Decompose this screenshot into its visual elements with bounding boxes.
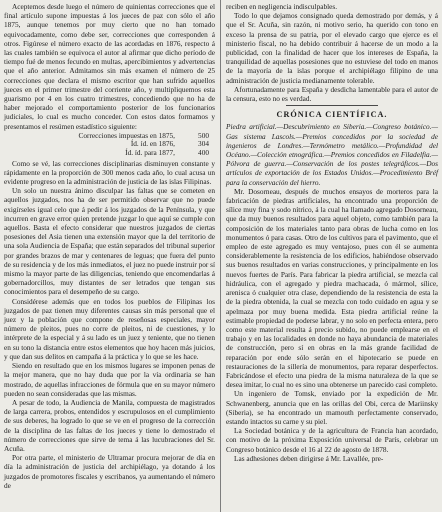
left-column	[4, 2, 215, 490]
section-heading: CRÓNICA CIENTÍFICA.	[276, 110, 388, 120]
paragraph-circumstances: Un solo un nuestra ánimo disculpar las faltas que se cometen en aquellos juzgados, nos ha de ser permitido observar que no puede exigírseles igual celo que á pedir á los juzgados de la Península, y que incurren en grave error quien pretende juzgar lo que aquí se cumple con aquellos. Basta el efecto considerar que nuestros juzgados de ciertas posesiones del Asia tienen una extensión mayor que la del territorio de una sola Audiencia de España; que están separados del tribunal superior por grandes brazos de mar y centenares de leguas; que fuera del punto de su residencia y de los más inmediatos, el juez no puede instruir por sí mismo la mayor parte de las diligencias, teniendo que encomendarlas á gobernadorcillos, muy distantes de ser letrados que tengan sus conocimientos para el desempeño de su cargo.	[4, 186, 215, 297]
table-row	[4, 149, 215, 158]
paragraph-penalties: Siendo en resultado que en los mismos lugares se imponen penas de la mejor manera, que no hay duda que por la vía ordinaria se han mostrado, de aquellas infracciones de fórmula que en su mayor número pueden no sean consideradas que las mismas.	[4, 361, 215, 398]
paragraph-siberia: Un ingeniero de Tomsk, enviado por la expedición de Mr. Schwanenberg, anuncia que en las orillas del Obi, cerca de Mariinsky (Siberia), se ha encontrado un mamouth perfectamente conservado, estando intactos su carne y su piel.	[226, 389, 438, 426]
table-row-value: 304	[198, 139, 209, 149]
table-row	[4, 132, 215, 141]
paragraph-continuation: reciben en negligencia indisculpables.	[226, 2, 338, 11]
paragraph-closing: Afortunadamente para España y desdicha lamentable para el autor de la censura, esto no es verdad.	[226, 84, 438, 104]
column-divider	[220, 0, 221, 512]
right-column	[226, 2, 438, 463]
paragraph-audiencia: A pesar de todo, la Audiencia de Manila, compuesta de magistrados de larga carrera, probos, entendidos y escrupulosos en el cumplimiento de sus deberes, ha logrado lo que se ve en el progreso de la corrección de la disciplina de las faltas de los jueces y tiene lo demostrado el número de correcciones que sirve de tema á las lucubraciones del Sr. Acuña.	[4, 397, 215, 453]
paragraph-adhesions: Las adhesiones deben dirigirse á Mr. Lavallée, pre-	[234, 453, 384, 463]
table-row-value: 400	[198, 148, 209, 158]
section-summary: Piedra artificial.—Descubrimiento en Siberia.—Congreso botánico.—Gas sistema Lascols.—Premios concedidos por la sociedad de ingenieros de Londres.—Termómetro metálico.—Profundidad del Océano.—Colección etnográfica.—Premios concedidos en Filadelfia.—Pólvora de guerra.—Conservación de los postes telegráficos.—Dos artículos de exportación de los Estados Unidos.—Procedimiento Bréf para la conservación del hierro.	[226, 122, 438, 187]
paragraph-decline: Como se vé, las correcciones disciplinarias disminuyen constante y rápidamente en la proporción de 300 menos cada año, lo cual acusa un evidente progreso en la administración de justicia de las islas Filipinas.	[4, 158, 215, 187]
table-row-label: Íd. íd. en 1876,	[130, 139, 175, 149]
table-row-label: Íd. íd. para 1877,	[125, 148, 175, 158]
section-rule	[286, 105, 378, 106]
paragraph-ministry: Por otra parte, el ministerio de Ultramar procura mejorar de día en día la administración de justicia del archipiélago, ya dotando á los juzgados de promotores fiscales y escribanos, ya aumentando el número de	[4, 453, 215, 490]
paragraph-personnel: Considérese además que en todos los pueblos de Filipinas los juzgados de paz tienen muy diferentes causas sin más personal que el juez y la población que compone de reseñosas especiales, mayor número de pleitos, pues no corre de pleitos, ni de cuestiones, y lo intérprete de la especial y á su lado es un juez y teniente, que no tienen en su tono la distancia entre estos elementos que hoy hacen más juicios, y que dan sus delitos en campaña á la práctica y lo que se les hace.	[4, 296, 215, 361]
table-row	[4, 140, 215, 149]
paragraph-conclusion: Todo lo que dejamos consignado queda demostrado por demás, y á que el Sr. Acuña, sin razón, ni motivo serio, ha querido con tono en exceso la prensa de su patria, por el elevado cargo que ejerce es el ministerio fiscal, no ha debido contribuir á hacerse de un modo a la publicidad, con la finalidad de hacer que los intereses de España, la tranquilidad de aquellas posesiones que no estuviese del todo en manos de la mayoría de la islas porque el archipiélago filipino de una administración de justicia medianamente tolerable.	[226, 11, 438, 85]
paragraph-botanical-congress: La Sociedad botánica y de la agricultura de Francia han acordado, con motivo de la próxima Exposición universal de París, celebrar un Congreso botánico desde el 16 al 22 de agosto de 1878.	[226, 426, 438, 454]
paragraph-statistics-intro: Aceptemos desde luego el número de quinientas correcciones que el final artículo supone impuestas á los jueces de paz con sólo el año 1875, aunque tenemos por muy cierto que no han tomado equivocadamente, como debe ser, correcciones que corresponden á otros. Figúrese el número exacto de las acordadas en 1876, respecto á las cuales también se equivoca el autor al afirmar que dicho período de tiempo fué de menos fecundo en multas, apercibimientos y advertencias que el año anterior. Admitamos sin más examen el número de 25 correcciones que declara el mismo escritor que han sufrido aquellos jueces en el primer trimestre del corriente año, y multipliquemos esta guarismo por 4 en los cuatro trimestres, concediendo que no ha de haber mejorado el comportamiento posterior de los funcionarios judiciales, lo cual es mucho conceder. Con estos datos formamos y presentamos el resúmen estadístico siguiente:	[4, 2, 215, 131]
table-row-value: 500	[198, 130, 209, 140]
paragraph-artificial-stone: Mr. Dosorneau, después de muchos ensayos de morteros para la fabricación de piedras artificiales, ha encontrado una proporción de sílice muy fina y sodo nítrico, á la cual ha llamado agregado Dosorneau, que da muy buenos resultados para aquel objeto, como también para la composición de los materiales tanto para obras de lucha como en los monumentos ó para casas. Otro de los cultivos para el pavimento, que el empleo de este agregado es muy ventajoso, pues con él se aumenta considerablemente la resistencia de los edificios, habiéndose observado sus buenos resultados en varias construcciones, y principalmente en los nuevos fuertes de París. Para fabricar la piedra artificial, se mezcla cal hidráulica, con el agregado y piedra machacada, ó mármol, sílice, arenisca ó cualquier otra clase, dependiendo de la resistencia de esta la de la piedra obtenida, la cual se mezcla con todo cuidado en agua y se apelmaza por muy buena medida. Esta piedra artificial reúne la estimable propiedad de poderse labrar, y no solo en perfecta entera, pero como este material resulta á precio subido, no puede emplearse en el trabajo y en las localidades en donde no haya abundancia de materiales de construcción, pero sí en obras en la más grande facilidad de reparación por ende sólo serán en el hipotecario se puede en restauraciones de la sillería de monumentos, para reparar desperfectos. Fabricándose el efecto una piedra de la misma naturaleza de la que se desea imitar, lo cual no es sino una obtenerse un parecido casi completo.	[226, 186, 438, 390]
table-row-label: Correcciones impuestas en 1875,	[78, 130, 175, 140]
corrections-table	[4, 132, 215, 158]
